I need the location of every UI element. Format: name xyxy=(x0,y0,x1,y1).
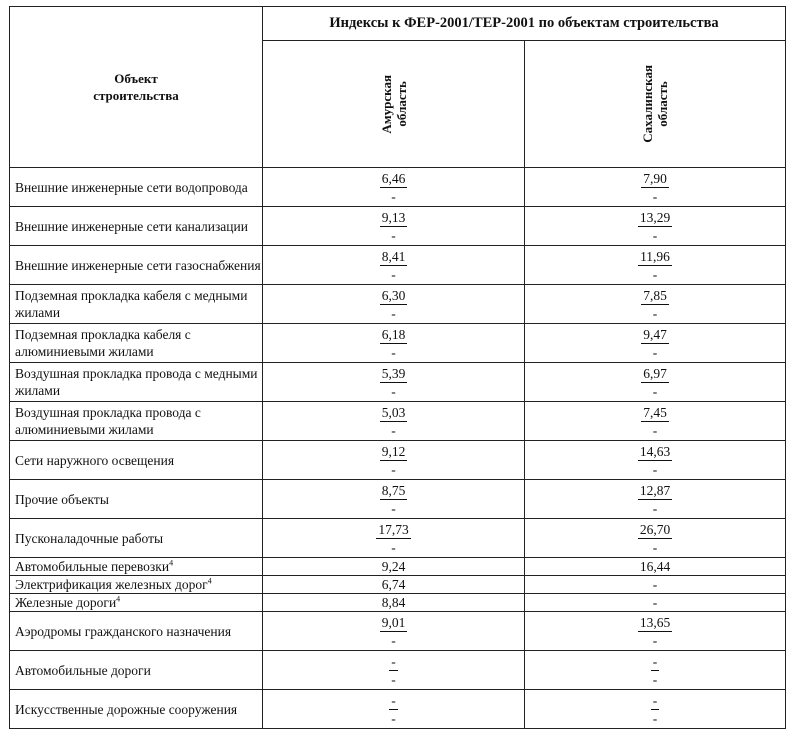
sakhalin-value-cell xyxy=(525,363,786,402)
object-name: Автомобильные дороги xyxy=(15,662,151,678)
amur-value-cell xyxy=(263,690,525,729)
object-name: Сети наружного освещения xyxy=(15,452,175,468)
index-sub-value: - xyxy=(652,539,658,555)
table-row xyxy=(10,480,786,519)
indices-header xyxy=(263,7,786,41)
index-value: 17,73 xyxy=(378,521,409,537)
table-row xyxy=(10,441,786,480)
index-sub-value: - xyxy=(391,188,396,204)
index-value: - xyxy=(652,577,658,592)
table-row xyxy=(10,690,786,729)
object-name: Внешние инженерные сети газоснабжения xyxy=(15,257,261,273)
table-row xyxy=(10,207,786,246)
index-value: 12,87 xyxy=(639,482,671,498)
amur-value-cell xyxy=(263,594,525,612)
index-sub-value: - xyxy=(652,710,658,726)
object-name: Подземная прокладка кабеля с алюминиевыми жилами xyxy=(15,327,191,359)
amur-value-cell xyxy=(263,519,525,558)
sakhalin-value-cell xyxy=(525,207,786,246)
index-sub-value: - xyxy=(391,710,396,726)
index-value: - xyxy=(652,653,658,669)
object-name-cell xyxy=(10,594,263,612)
index-fraction xyxy=(638,614,672,649)
index-value: 6,30 xyxy=(381,287,406,303)
object-name: Железные дороги xyxy=(15,595,117,610)
object-name: Аэродромы гражданского назначения xyxy=(15,623,232,639)
index-sub-value: - xyxy=(652,305,658,321)
footnote-marker: 4 xyxy=(169,558,174,568)
index-value: 13,29 xyxy=(639,209,671,225)
index-fraction xyxy=(389,692,398,727)
index-sub-value: - xyxy=(391,632,396,648)
index-fraction xyxy=(380,248,408,283)
index-fraction xyxy=(641,404,669,439)
table-row xyxy=(10,651,786,690)
object-name: Прочие объекты xyxy=(15,491,109,507)
footnote-marker: 4 xyxy=(207,576,212,586)
amur-value-cell xyxy=(263,285,525,324)
indices-header-title: Индексы к ФЕР-2001/ТЕР-2001 по объектам строительства xyxy=(329,15,719,31)
object-name-cell xyxy=(10,480,263,519)
object-header-label: Объект строительства xyxy=(93,71,179,103)
index-fraction xyxy=(641,170,669,205)
index-sub-value: - xyxy=(652,422,658,438)
index-value: 8,41 xyxy=(381,248,406,264)
sakhalin-value-cell xyxy=(525,246,786,285)
object-name-cell xyxy=(10,612,263,651)
index-value: 7,85 xyxy=(643,287,667,303)
index-value: 11,96 xyxy=(640,248,670,264)
sakhalin-value-cell xyxy=(525,519,786,558)
index-fraction xyxy=(380,170,408,205)
index-fraction xyxy=(651,692,660,727)
amur-value-cell xyxy=(263,363,525,402)
index-sub-value: - xyxy=(391,266,396,282)
index-fraction xyxy=(380,326,408,361)
region-label-amur: Амурская область xyxy=(378,74,409,134)
table-row xyxy=(10,402,786,441)
object-name-cell xyxy=(10,576,263,594)
object-name-cell xyxy=(10,324,263,363)
index-value: 5,03 xyxy=(381,404,406,420)
table-row xyxy=(10,519,786,558)
index-fraction xyxy=(638,443,672,478)
sakhalin-value-cell xyxy=(525,690,786,729)
index-sub-value: - xyxy=(391,500,396,516)
object-name-cell xyxy=(10,168,263,207)
object-name: Внешние инженерные сети водопровода xyxy=(15,179,248,195)
amur-value-cell xyxy=(263,612,525,651)
object-name-cell xyxy=(10,651,263,690)
index-value: 6,18 xyxy=(381,326,406,342)
index-value: 8,84 xyxy=(381,595,406,610)
index-value: 7,90 xyxy=(643,170,667,186)
sakhalin-value-cell xyxy=(525,480,786,519)
region-header-amur xyxy=(263,41,525,168)
index-sub-value: - xyxy=(652,188,658,204)
amur-value-cell xyxy=(263,207,525,246)
table-row xyxy=(10,594,786,612)
object-name-cell xyxy=(10,558,263,576)
index-value: - xyxy=(391,653,396,669)
index-sub-value: - xyxy=(391,422,396,438)
object-name-cell xyxy=(10,207,263,246)
table-row xyxy=(10,363,786,402)
object-name-cell xyxy=(10,246,263,285)
index-value: - xyxy=(391,692,396,708)
index-value: 9,01 xyxy=(381,614,406,630)
object-name-cell xyxy=(10,363,263,402)
table-row xyxy=(10,246,786,285)
object-name: Пусконаладочные работы xyxy=(15,530,164,546)
index-fraction xyxy=(641,326,669,361)
table-body xyxy=(10,168,786,729)
amur-value-cell xyxy=(263,324,525,363)
index-sub-value: - xyxy=(652,500,658,516)
object-name: Автомобильные перевозки xyxy=(15,559,170,574)
amur-value-cell xyxy=(263,651,525,690)
table-row xyxy=(10,285,786,324)
index-fraction xyxy=(641,287,669,322)
index-fraction xyxy=(376,521,410,556)
index-fraction xyxy=(380,482,408,517)
amur-value-cell xyxy=(263,441,525,480)
index-sub-value: - xyxy=(391,383,396,399)
index-sub-value: - xyxy=(652,266,658,282)
index-sub-value: - xyxy=(391,671,396,687)
object-name-cell xyxy=(10,690,263,729)
object-name: Электрификация железных дорог xyxy=(15,577,208,592)
object-name-cell xyxy=(10,402,263,441)
index-value: 9,24 xyxy=(381,559,406,574)
index-fraction xyxy=(380,404,408,439)
index-fraction xyxy=(651,653,660,688)
index-sub-value: - xyxy=(391,227,396,243)
index-value: 16,44 xyxy=(639,559,671,574)
index-value: - xyxy=(652,595,658,610)
index-value: 6,74 xyxy=(381,577,406,592)
index-value: 6,97 xyxy=(643,365,667,381)
index-sub-value: - xyxy=(652,461,658,477)
object-name-cell xyxy=(10,441,263,480)
index-sub-value: - xyxy=(391,461,396,477)
amur-value-cell xyxy=(263,576,525,594)
index-sub-value: - xyxy=(652,344,658,360)
object-name-cell xyxy=(10,519,263,558)
amur-value-cell xyxy=(263,480,525,519)
index-fraction xyxy=(380,287,408,322)
index-table xyxy=(9,6,786,729)
amur-value-cell xyxy=(263,402,525,441)
index-value: 14,63 xyxy=(639,443,671,459)
index-sub-value: - xyxy=(652,383,658,399)
index-fraction xyxy=(638,482,672,517)
sakhalin-value-cell xyxy=(525,324,786,363)
index-value: 6,46 xyxy=(381,170,406,186)
table-row xyxy=(10,576,786,594)
table-row xyxy=(10,612,786,651)
index-fraction xyxy=(638,209,672,244)
sakhalin-value-cell xyxy=(525,441,786,480)
index-sub-value: - xyxy=(652,632,658,648)
object-name: Искусственные дорожные сооружения xyxy=(15,701,238,717)
index-sub-value: - xyxy=(391,539,396,555)
region-label-sakhalin: Сахалинская область xyxy=(640,65,670,143)
region-header-sakhalin xyxy=(525,41,786,168)
index-fraction xyxy=(380,614,408,649)
index-value: 5,39 xyxy=(381,365,406,381)
amur-value-cell xyxy=(263,168,525,207)
sakhalin-value-cell xyxy=(525,576,786,594)
amur-value-cell xyxy=(263,246,525,285)
index-fraction xyxy=(638,521,672,556)
object-name: Воздушная прокладка провода с медными жилами xyxy=(15,366,258,398)
footnote-marker: 4 xyxy=(116,594,121,604)
object-header xyxy=(10,7,263,168)
index-value: 13,65 xyxy=(639,614,671,630)
index-fraction xyxy=(380,365,408,400)
sakhalin-value-cell xyxy=(525,168,786,207)
index-fraction xyxy=(389,653,398,688)
object-name-cell xyxy=(10,285,263,324)
sakhalin-value-cell xyxy=(525,612,786,651)
sakhalin-value-cell xyxy=(525,594,786,612)
index-value: - xyxy=(652,692,658,708)
index-value: 8,75 xyxy=(381,482,406,498)
index-sub-value: - xyxy=(391,305,396,321)
index-fraction xyxy=(638,248,672,283)
table-row xyxy=(10,558,786,576)
index-value: 26,70 xyxy=(639,521,671,537)
amur-value-cell xyxy=(263,558,525,576)
index-fraction xyxy=(380,443,408,478)
object-name: Подземная прокладка кабеля с медными жилами xyxy=(15,288,248,320)
object-name: Воздушная прокладка провода с алюминиевыми жилами xyxy=(15,405,201,437)
index-value: 9,12 xyxy=(381,443,406,459)
sakhalin-value-cell xyxy=(525,402,786,441)
index-sub-value: - xyxy=(652,227,658,243)
table-row xyxy=(10,324,786,363)
index-sub-value: - xyxy=(391,344,396,360)
sakhalin-value-cell xyxy=(525,285,786,324)
object-name: Внешние инженерные сети канализации xyxy=(15,218,248,234)
index-fraction xyxy=(641,365,669,400)
index-value: 9,47 xyxy=(643,326,667,342)
index-value: 9,13 xyxy=(381,209,406,225)
index-value: 7,45 xyxy=(643,404,667,420)
index-fraction xyxy=(380,209,408,244)
index-sub-value: - xyxy=(652,671,658,687)
sakhalin-value-cell xyxy=(525,558,786,576)
table-row xyxy=(10,168,786,207)
sakhalin-value-cell xyxy=(525,651,786,690)
